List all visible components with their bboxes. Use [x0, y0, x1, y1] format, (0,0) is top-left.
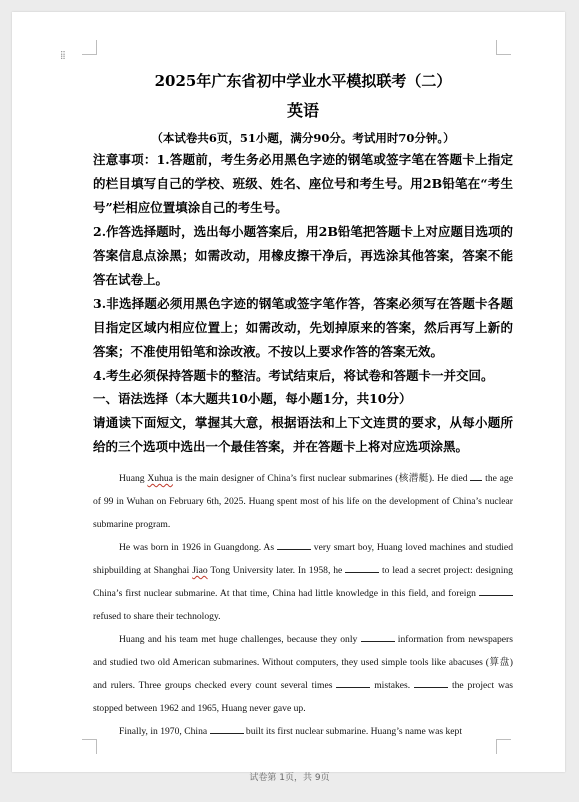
text-run: Tong University later. In 1958, he — [207, 565, 346, 576]
note-4: 4.考生必须保持答题卡的整洁。考试结束后，将试卷和答题卡一并交回。 — [93, 368, 494, 383]
note-1: 注意事项：1.答题前，考生务必用黑色字迹的钢笔或签字笔在答题卡上指定的栏目填写自己的学校、班级、姓名、座位号和考生号。用2B铅笔在“考生号”栏相应位置填涂自己的考生号。 — [93, 152, 513, 215]
document-page — [12, 12, 565, 772]
page-content — [93, 70, 513, 743]
text-run: the age of 99 in Wuhan on February 6th, 2025. Huang spent most of his life on the development of China’s nuclear submarine program. — [93, 473, 513, 530]
answer-blank — [361, 633, 395, 642]
answer-blank — [470, 472, 482, 481]
exam-title: 2025年广东省初中学业水平模拟联考（二） — [154, 72, 452, 90]
crop-mark-top-right — [496, 40, 511, 55]
answer-blank — [336, 679, 370, 688]
crop-mark-top-left — [82, 40, 97, 55]
drag-handle-icon[interactable]: ⁞⁞ — [60, 48, 65, 62]
answer-blank — [345, 564, 379, 573]
text-run: is the main designer of China’s first nuclear submarines (核潜艇). He died — [172, 473, 471, 484]
text-run: to lead a secret project: designing China’s first nuclear submarine. At that time, China had little knowledge in this field, and foreign — [93, 565, 513, 599]
answer-blank — [414, 679, 448, 688]
exam-info: （本试卷共6页，51小题，满分90分。考试用时70分钟。） — [151, 131, 455, 145]
answer-blank — [479, 587, 513, 596]
text-run: He was born in 1926 in Guangdong. As — [119, 542, 277, 553]
passage-paragraph-3 — [93, 628, 513, 720]
section-instruction: 请通读下面短文，掌握其大意，根据语法和上下文连贯的要求，从每小题所给的三个选项中选出一个最佳答案，并在答题卡上将对应选项涂黑。 — [93, 415, 513, 454]
reading-passage — [93, 467, 513, 743]
text-run: Huang — [119, 473, 148, 484]
answer-blank — [277, 541, 311, 550]
page-footer: 试卷第 1页，共 9页 — [249, 773, 330, 783]
text-run: mistakes. — [370, 680, 415, 691]
text-run: the project was stopped between 1962 and 1965, Huang never gave up. — [93, 680, 513, 714]
text-run: very smart boy, Huang loved machines and studied shipbuilding at Shanghai — [93, 542, 513, 576]
spellcheck-word: Xuhua — [147, 473, 173, 484]
text-run: Huang and his team met huge challenges, because they only — [119, 634, 361, 645]
spellcheck-word: Jiao — [192, 565, 208, 576]
note-3: 3.非选择题必须用黑色字迹的钢笔或签字笔作答，答案必须写在答题卡各题目指定区域内相应位置上；如需改动，先划掉原来的答案，然后再写上新的答案；不准使用铅笔和涂改液。不按以上要求作答的答案无效。 — [93, 296, 513, 359]
section-title: 一、语法选择（本大题共10小题，每小题1分，共10分） — [93, 391, 412, 406]
text-run: refused to share their technology. — [93, 611, 221, 622]
passage-paragraph-1 — [93, 467, 513, 536]
exam-subject: 英语 — [286, 101, 319, 120]
note-2: 2.作答选择题时，选出每小题答案后，用2B铅笔把答题卡上对应题目选项的答案信息点涂黑；如需改动，用橡皮擦干净后，再选涂其他答案，答案不能答在试卷上。 — [93, 224, 513, 287]
answer-blank — [210, 725, 244, 734]
passage-paragraph-2 — [93, 536, 513, 628]
text-run: Finally, in 1970, China — [119, 726, 210, 737]
text-run: built its first nuclear submarine. Huang’s name was kept — [243, 726, 463, 737]
text-run: information from newspapers and studied two old American submarines. Without computers, they used simple tools like abacuses (算盘) and rulers. Three groups checked every count several times — [93, 634, 513, 691]
passage-paragraph-4 — [93, 720, 513, 743]
